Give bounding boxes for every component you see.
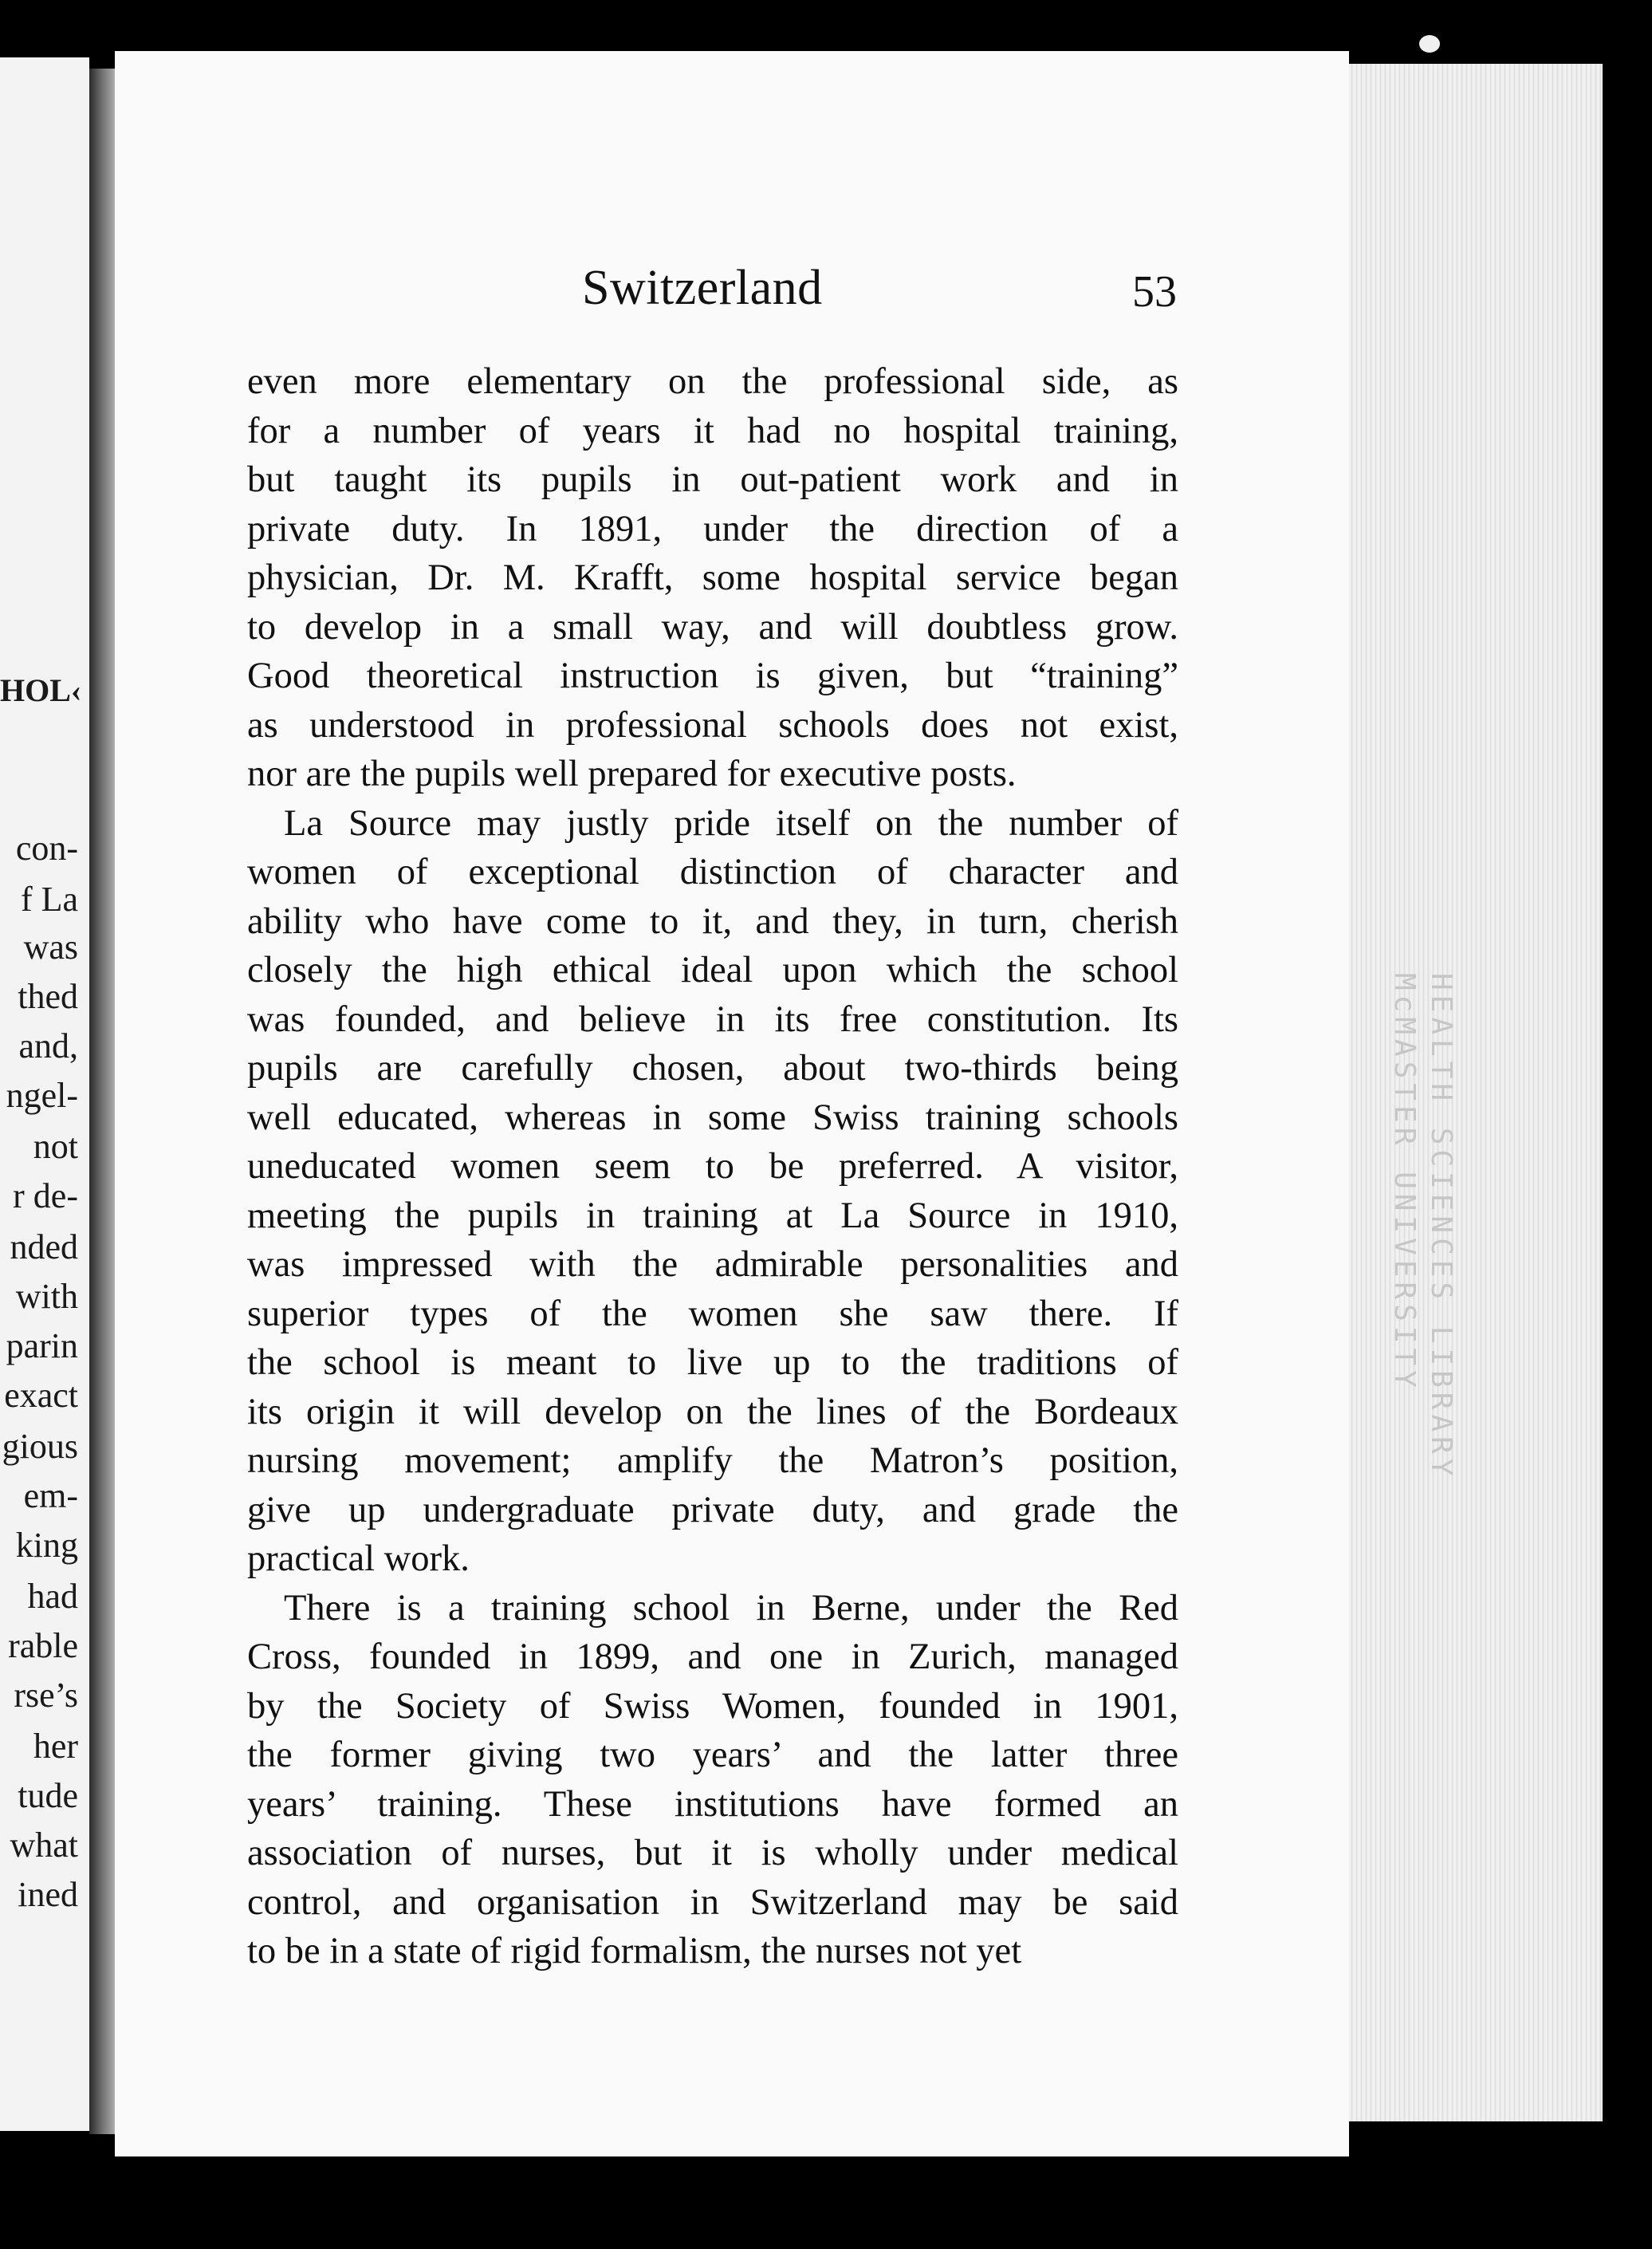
body-line: well educated, whereas in some Swiss training schools <box>247 1097 1178 1138</box>
body-line: closely the high ethical ideal upon which the school <box>247 950 1178 991</box>
body-line: to be in a state of rigid formalism, the nurses not yet <box>247 1931 1022 1971</box>
body-line: years’ training. These institutions have formed an <box>247 1783 1178 1825</box>
previous-page-fragment: and, <box>18 1026 78 1065</box>
body-line: association of nurses, but it is wholly under medical <box>247 1833 1178 1873</box>
page-number: 53 <box>1132 267 1177 317</box>
previous-page-fragment: not <box>33 1127 78 1166</box>
previous-page-fragment: thed <box>18 977 78 1016</box>
body-line: was founded, and believe in its free constitution. Its <box>247 998 1178 1040</box>
body-text <box>247 357 1178 1976</box>
previous-page-fragment: em- <box>23 1476 78 1515</box>
previous-page-fragment: rse’s <box>14 1676 78 1715</box>
body-line: women of exceptional distinction of character and <box>247 852 1178 892</box>
body-line: private duty. In 1891, under the direction of a <box>247 508 1178 549</box>
body-line: was impressed with the admirable personalities and <box>247 1244 1178 1285</box>
previous-page-fragment: r de- <box>13 1176 78 1215</box>
previous-page-fragment: f La <box>20 880 78 919</box>
body-line: its origin it will develop on the lines of the Bordeaux <box>247 1391 1178 1432</box>
body-line: practical work. <box>247 1538 470 1579</box>
previous-page-fragment: ngel- <box>6 1076 78 1115</box>
library-stamp <box>1355 973 1459 1579</box>
body-line: uneducated women seem to be preferred. A visitor, <box>247 1146 1178 1187</box>
body-line: ability who have come to it, and they, in turn, cherish <box>247 900 1178 942</box>
library-stamp-line-1: HEALTH SCIENCES LIBRARY <box>1425 973 1457 1481</box>
body-line: Cross, founded in 1899, and one in Zurich, managed <box>247 1637 1178 1677</box>
previous-page-fragment: gious <box>2 1427 78 1466</box>
previous-page-fragment: parin <box>6 1326 78 1365</box>
previous-page-fragment: her <box>33 1727 78 1766</box>
body-line: as understood in professional schools does not exist, <box>247 704 1178 746</box>
previous-page-fragment: nded <box>10 1227 78 1266</box>
previous-page-fragment: was <box>23 928 78 967</box>
body-line: but taught its pupils in out-patient work and in <box>247 459 1178 500</box>
running-head: Switzerland <box>582 261 823 315</box>
body-line: to develop in a small way, and will doubtless grow. <box>247 606 1178 648</box>
previous-page-fragment: king <box>15 1526 78 1565</box>
body-line: superior types of the women she saw there. If <box>247 1293 1178 1334</box>
body-line: by the Society of Swiss Women, founded in 1901, <box>247 1685 1178 1727</box>
body-line: even more elementary on the professional side, as <box>247 361 1178 402</box>
body-line: Good theoretical instruction is given, but “training” <box>247 656 1178 696</box>
previous-page-fragment: tude <box>18 1776 78 1815</box>
body-line: physician, Dr. M. Krafft, some hospital service began <box>247 557 1178 598</box>
previous-page-fragment: what <box>10 1826 78 1865</box>
book-gutter <box>89 69 118 2134</box>
book-page <box>115 51 1349 2156</box>
previous-page-fragment: had <box>27 1577 78 1616</box>
body-line: control, and organisation in Switzerland may be said <box>247 1881 1178 1923</box>
body-line: nursing movement; amplify the Matron’s position, <box>247 1440 1178 1481</box>
body-line: the former giving two years’ and the latter three <box>247 1735 1178 1775</box>
body-line: nor are the pupils well prepared for executive posts. <box>247 754 1017 794</box>
body-line: give up undergraduate private duty, and grade the <box>247 1489 1178 1530</box>
previous-page-heading-fragment: HOL‹ <box>0 672 82 708</box>
body-line: La Source may justly pride itself on the number of <box>284 802 1178 844</box>
library-stamp-line-2: McMASTER UNIVERSITY <box>1388 973 1421 1392</box>
previous-page-fragment: exact <box>4 1376 78 1415</box>
body-line: pupils are carefully chosen, about two-thirds being <box>247 1048 1178 1089</box>
previous-page-fragment: rable <box>8 1626 78 1665</box>
body-line: There is a training school in Berne, under the Red <box>284 1587 1178 1629</box>
body-line: the school is meant to live up to the traditions of <box>247 1342 1178 1383</box>
previous-page-fragment: ined <box>18 1875 78 1914</box>
paper-speck <box>1419 35 1440 53</box>
previous-page-fragment: con- <box>15 829 78 868</box>
body-line: for a number of years it had no hospital training, <box>247 410 1178 451</box>
previous-page-fragment: with <box>15 1277 78 1316</box>
previous-page-strip <box>0 57 89 2131</box>
body-line: meeting the pupils in training at La Source in 1910, <box>247 1195 1178 1236</box>
